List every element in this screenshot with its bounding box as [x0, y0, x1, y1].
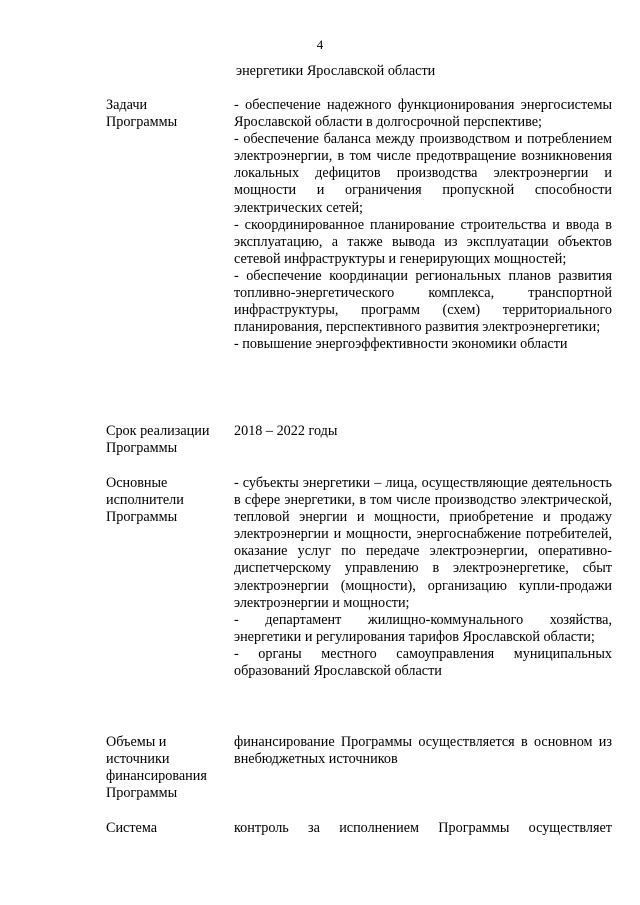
- row-label-line: Система: [106, 820, 158, 836]
- funding-text: финансирование Программы осуществляется в основном из внебюджетных источников: [234, 734, 612, 768]
- row-label-line: Объемы и: [106, 734, 167, 750]
- continued-line: энергетики Ярославской области: [236, 63, 436, 79]
- page-number: 4: [316, 37, 324, 52]
- term-value: 2018 – 2022 годы: [234, 423, 338, 439]
- control-text: контроль за исполнением Программы осуществляет: [234, 820, 612, 836]
- row-label-line: Основные: [106, 475, 168, 491]
- row-content: [234, 734, 612, 768]
- row-label-line: Программы: [106, 440, 178, 457]
- row-label-line: Срок реализации: [106, 423, 210, 439]
- task-item: - обеспечение надежного функционирования энергосистемы Ярославской области в долгосрочной перспективе;: [234, 97, 612, 131]
- row-label-line: источники: [106, 751, 170, 768]
- executor-item: - субъекты энергетики – лица, осуществляющие деятельность в сфере энергетики, в том числе производство электрической, тепловой энергии и мощности, приобретение и продажу электроэнергии и мощности, энергоснабжение потребителей, оказание услуг по передаче электроэнергии, оперативно-диспетчерскому управлению в электроэнергетике, сбыт электроэнергии (мощности), организацию купли-продажи электроэнергии и мощности;: [234, 475, 612, 611]
- row-label: [106, 423, 226, 457]
- row-label-line: Программы: [106, 114, 178, 131]
- row-content: [234, 97, 612, 353]
- row-content: [234, 423, 612, 440]
- row-label: [106, 820, 226, 837]
- row-label: [106, 475, 226, 526]
- row-label-line: исполнители: [106, 492, 184, 509]
- executor-item: - департамент жилищно-коммунального хозяйства, энергетики и регулирования тарифов Ярославской области;: [234, 611, 612, 645]
- task-item: - обеспечение баланса между производством и потреблением электроэнергии, в том числе предотвращение возникновения локальных дефицитов производства электроэнергии и мощности и ограничения пропускной способности электрических сетей;: [234, 131, 612, 216]
- task-item: - скоординированное планирование строительства и ввода в эксплуатацию, а также вывода из эксплуатации объектов сетевой инфраструктуры и генерирующих мощностей;: [234, 216, 612, 267]
- task-item: - повышение энергоэффективности экономики области: [234, 336, 568, 353]
- task-item: - обеспечение координации региональных планов развития топливно-энергетического комплекса, транспортной инфраструктуры, программ (схем) территориального планирования, перспективного развития электроэнергетики;: [234, 267, 612, 336]
- row-label: [106, 97, 226, 131]
- row-label-line: финансирования: [106, 768, 207, 785]
- row-label-line: Программы: [106, 509, 178, 526]
- row-content: [234, 475, 612, 680]
- row-label-line: Задачи: [106, 97, 148, 113]
- row-content: [234, 820, 612, 837]
- row-label: [106, 734, 226, 802]
- executor-item: - органы местного самоуправления муниципальных образований Ярославской области: [234, 645, 612, 680]
- row-label-line: Программы: [106, 785, 178, 802]
